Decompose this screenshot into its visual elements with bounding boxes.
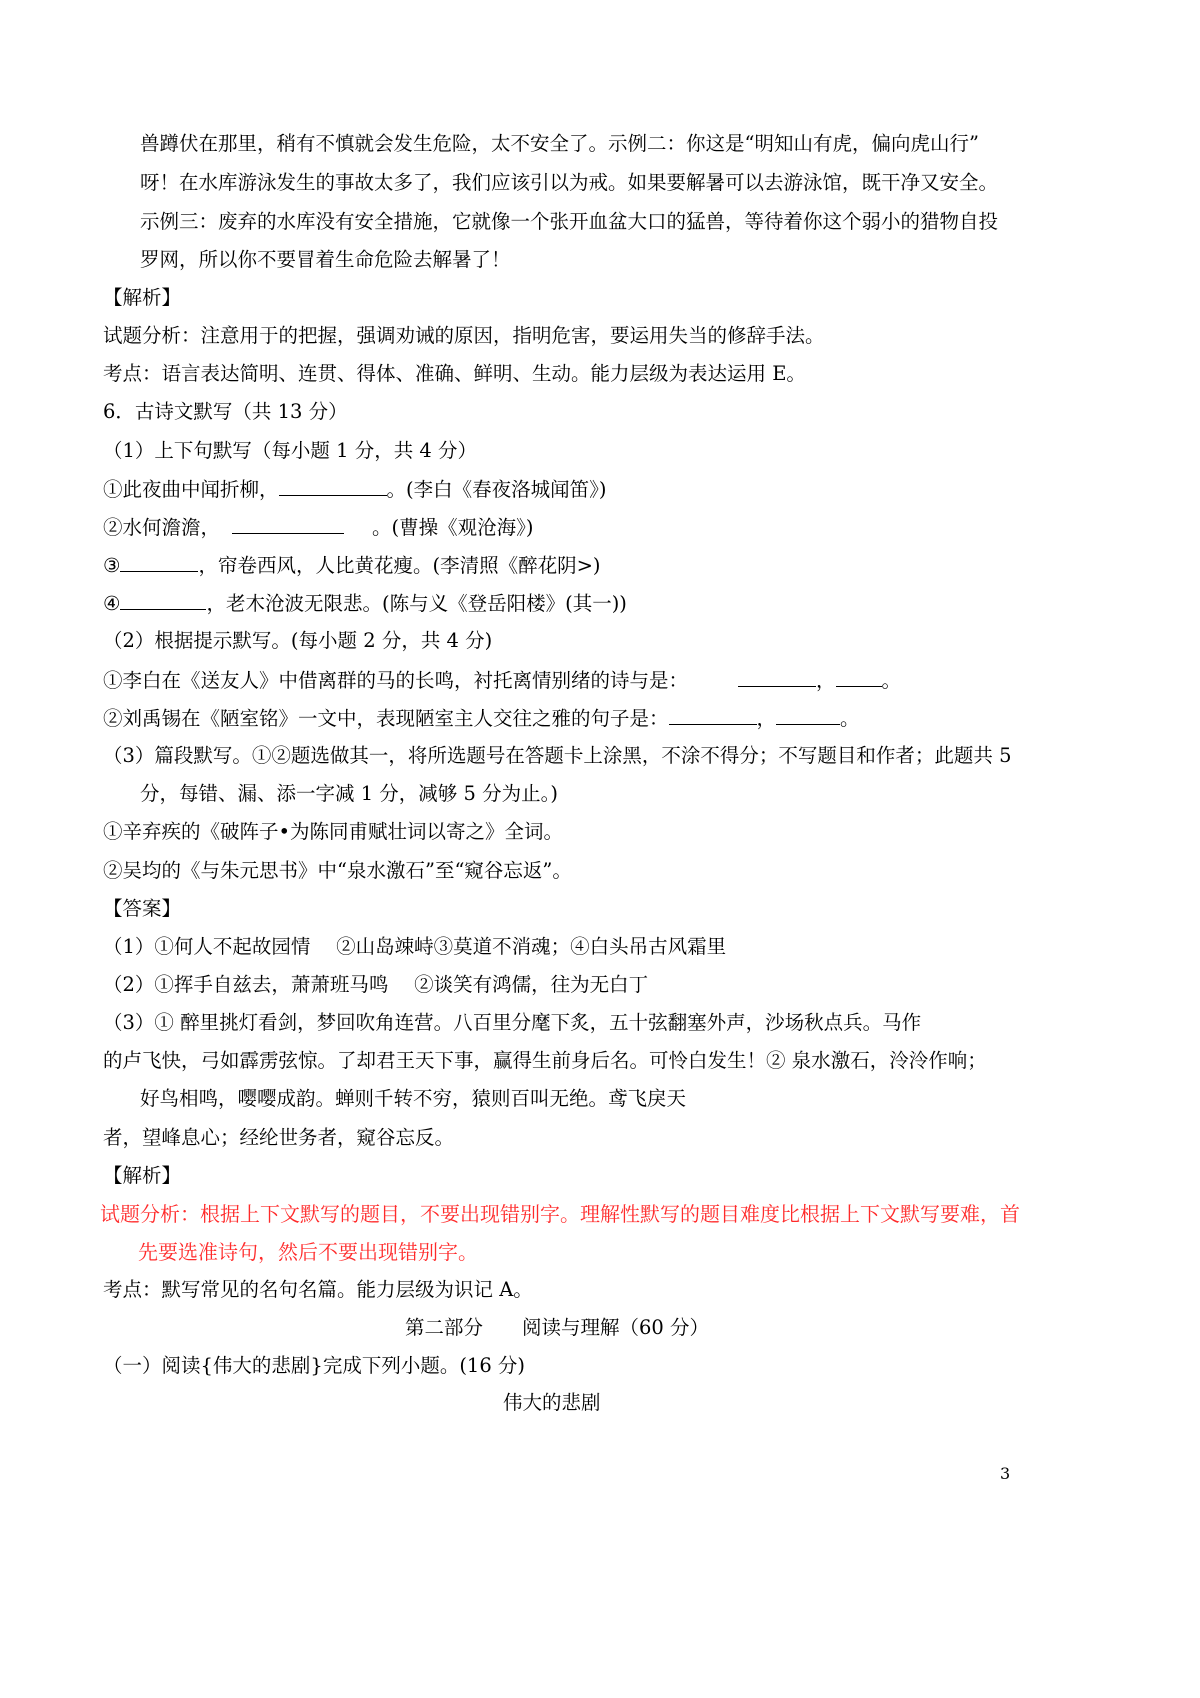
example-answer-line: 示例三：废弃的水库没有安全措施，它就像一个张开血盆大口的猛兽，等待着你这个弱小的猎物自投 <box>140 210 999 233</box>
reading-intro: （一）阅读{伟大的悲剧}完成下列小题。(16 分) <box>103 1354 526 1377</box>
test-point: 考点：默写常见的名句名篇。能力层级为识记 A。 <box>103 1278 533 1301</box>
item-number: ③ <box>103 554 121 577</box>
answer-blank[interactable] <box>738 668 816 687</box>
analysis-text: 试题分析：注意用于的把握，强调劝诫的原因，指明危害，要运用失当的修辞手法。 <box>103 324 825 347</box>
fill-in-item-4 <box>103 591 627 616</box>
item-source: 。(曹操《观沧海》) <box>372 516 534 539</box>
prompt-item-1 <box>103 668 901 693</box>
item-text: ，帘卷西风，人比黄花瘦。(李清照《醉花阴>) <box>198 554 601 577</box>
separator: ， <box>816 669 836 692</box>
fill-in-item-2 <box>103 515 533 540</box>
answer-2: （2）①挥手自兹去，萧萧班马鸣 ②谈笑有鸿儒，往为无白丁 <box>103 973 649 996</box>
example-answer-line: 罗网，所以你不要冒着生命危险去解暑了！ <box>140 248 511 271</box>
answer-1: （1）①何人不起故园情 ②山岛竦峙③莫道不消魂；④白头吊古风霜里 <box>103 935 727 958</box>
answer-blank[interactable] <box>669 706 757 725</box>
answer-3-cont: 好鸟相鸣，嘤嘤成韵。蝉则千转不穷，猿则百叫无绝。鸢飞戾天 <box>140 1087 687 1110</box>
answer-blank[interactable] <box>232 515 344 534</box>
example-answer-line: 呀！在水库游泳发生的事故太多了，我们应该引以为戒。如果要解暑可以去游泳馆，既干净又安全。 <box>140 171 999 194</box>
prompt-item-2 <box>103 706 860 731</box>
example-answer-line: 兽蹲伏在那里，稍有不慎就会发生危险，太不安全了。示例二：你这是“明知山有虎，偏向虎山行” <box>140 132 979 155</box>
page-number: 3 <box>1000 1464 1011 1483</box>
separator: ， <box>756 707 777 730</box>
item-end: 。 <box>881 669 902 692</box>
analysis-text-red: 试题分析：根据上下文默写的题目，不要出现错别字。理解性默写的题目难度比根据上下文默写要难，首 <box>100 1202 1020 1226</box>
answer-heading: 【答案】 <box>103 897 182 920</box>
item-text: ，老木沧波无限悲。(陈与义《登岳阳楼》(其一)) <box>206 592 627 615</box>
answer-blank[interactable] <box>279 477 387 496</box>
recitation-option-2: ②吴均的《与朱元思书》中“泉水激石”至“窥谷忘返”。 <box>103 859 572 882</box>
analysis-text-red-cont: 先要选准诗句，然后不要出现错别字。 <box>138 1240 478 1264</box>
answer-3-cont: 者，望峰息心；经纶世务者，窥谷忘反。 <box>103 1126 455 1149</box>
fill-in-item-1 <box>103 477 606 502</box>
answer-blank[interactable] <box>836 668 882 687</box>
analysis-heading: 【解析】 <box>103 286 182 309</box>
analysis-heading: 【解析】 <box>103 1164 182 1187</box>
item-text: ②刘禹锡在《陋室铭》一文中，表现陋室主人交往之雅的句子是： <box>103 707 669 730</box>
reading-passage-title: 伟大的悲剧 <box>503 1391 601 1414</box>
part-2-title: 第二部分 阅读与理解（60 分） <box>405 1316 710 1339</box>
section-3-instruction-cont: 分，每错、漏、添一字减 1 分，减够 5 分为止。) <box>140 782 558 805</box>
recitation-option-1: ①辛弃疾的《破阵子•为陈同甫赋壮词以寄之》全词。 <box>103 820 564 843</box>
item-end: 。 <box>840 707 860 730</box>
question-6-title: 6．古诗文默写（共 13 分） <box>103 400 348 423</box>
item-text: ①李白在《送友人》中借离群的马的长鸣，衬托离情别绪的诗与是： <box>103 669 689 692</box>
section-2-instruction: （2）根据提示默写。(每小题 2 分，共 4 分) <box>103 629 493 652</box>
test-point: 考点：语言表达简明、连贯、得体、准确、鲜明、生动。能力层级为表达运用 E。 <box>103 362 806 385</box>
item-source: 。(李白《春夜洛城闻笛》) <box>386 478 607 501</box>
item-text: ①此夜曲中闻折柳， <box>103 478 279 501</box>
answer-3: （3）① 醉里挑灯看剑，梦回吹角连营。八百里分麾下炙，五十弦翻塞外声，沙场秋点兵。马作 <box>103 1011 922 1034</box>
section-3-instruction: （3）篇段默写。①②题选做其一，将所选题号在答题卡上涂黑，不涂不得分；不写题目和作者；此题共 5 <box>103 744 1012 767</box>
answer-3-cont: 的卢飞快，弓如霹雳弦惊。了却君王天下事，赢得生前身后名。可怜白发生！② 泉水激石，泠泠作响； <box>103 1049 987 1072</box>
answer-blank[interactable] <box>776 706 840 725</box>
item-number: ④ <box>103 592 121 615</box>
answer-blank[interactable] <box>120 553 198 572</box>
answer-blank[interactable] <box>120 591 206 610</box>
section-1-instruction: （1）上下句默写（每小题 1 分，共 4 分） <box>103 439 478 462</box>
fill-in-item-3 <box>103 553 601 578</box>
item-text: ②水何澹澹， <box>103 516 221 539</box>
